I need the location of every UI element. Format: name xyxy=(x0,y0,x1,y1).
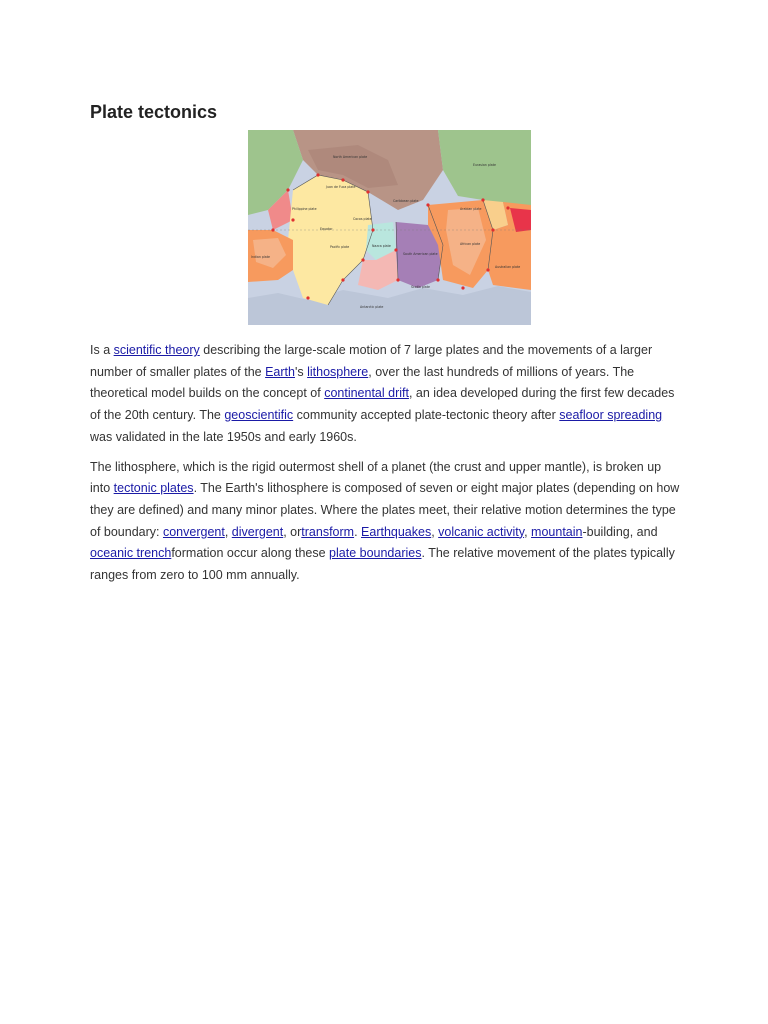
text-span: formation occur along these xyxy=(171,546,330,561)
map-label: Eurasian plate xyxy=(473,163,496,167)
text-span: . The relative movement of the plates typically ranges from zero to 100 mm annually. xyxy=(90,546,675,583)
text-span: , xyxy=(224,524,232,539)
link-earth[interactable]: Earth xyxy=(265,364,295,379)
map-label: South American plate xyxy=(403,252,438,256)
paragraph-2 xyxy=(90,457,680,587)
map-label: Caribbean plate xyxy=(393,199,419,203)
map-label: Philippine plate xyxy=(292,207,317,211)
text-span: -building, and xyxy=(582,524,658,539)
map-label: Scotia plate xyxy=(411,285,430,289)
link-oceanic-trench[interactable]: oceanic trench xyxy=(90,546,172,561)
map-label: African plate xyxy=(460,242,481,246)
map-label: Cocos plate xyxy=(353,217,372,221)
text-span: describing the large-scale motion of 7 large plates and the movements of a larger number of smaller plates of the xyxy=(90,343,653,379)
map-label: Pacific plate xyxy=(330,245,350,249)
page-title: Plate tectonics xyxy=(90,102,218,122)
map-label: North American plate xyxy=(333,155,368,159)
map-label: Antarctic plate xyxy=(360,305,384,309)
link-plate-boundaries[interactable]: plate boundaries xyxy=(329,546,422,561)
map-label: Juan de Fuca plate xyxy=(326,185,356,189)
link-tectonic-plates[interactable]: tectonic plates xyxy=(113,481,194,496)
plate-map-image xyxy=(248,130,531,325)
map-label: Equator xyxy=(320,227,333,231)
plate-map-figure xyxy=(248,130,531,325)
text-span: 's xyxy=(294,364,308,379)
link-convergent[interactable]: convergent xyxy=(162,524,225,539)
text-span: community accepted plate-tectonic theory after xyxy=(293,408,560,423)
text-span: . xyxy=(354,524,362,539)
text-span: Is a xyxy=(90,343,114,357)
link-scientific-theory[interactable]: scientific theory xyxy=(113,343,200,357)
text-span: , xyxy=(431,524,439,539)
paragraph-1 xyxy=(90,340,680,449)
map-label: Indian plate xyxy=(251,255,270,259)
link-lithosphere[interactable]: lithosphere xyxy=(307,364,369,379)
text-span: was validated in the late 1950s and early 1960s. xyxy=(90,429,357,444)
article xyxy=(90,100,680,587)
text-span: , or xyxy=(283,524,302,539)
map-label: Australian plate xyxy=(495,265,521,269)
link-mountain[interactable]: mountain xyxy=(531,524,583,539)
link-geoscientific[interactable]: geoscientific xyxy=(224,408,294,423)
link-continental-drift[interactable]: continental drift xyxy=(324,386,409,401)
link-seafloor-spreading[interactable]: seafloor spreading xyxy=(559,408,663,423)
link-divergent[interactable]: divergent xyxy=(231,524,284,539)
text-span: . The Earth's lithosphere is composed of seven or eight major plates (depending on how they are defined) and many minor plates. Where the plates meet, their relative motion determines the type of boundary: xyxy=(90,481,680,539)
text-span: , an idea developed during the first few decades of the 20th century. The xyxy=(90,386,675,423)
text-span: , over the last hundreds of millions of years. The theoretical model builds on the concept of xyxy=(90,364,635,401)
link-volcanic-activity[interactable]: volcanic activity xyxy=(438,524,525,539)
text-span: , xyxy=(524,524,532,539)
link-earthquakes[interactable]: Earthquakes xyxy=(361,524,432,539)
text-span: The lithosphere, which is the rigid outermost shell of a planet (the crust and upper mantle), is broken up into xyxy=(90,459,662,496)
map-label: Arabian plate xyxy=(460,207,482,211)
map-label: Nazca plate xyxy=(372,244,391,248)
link-transform[interactable]: transform xyxy=(301,524,355,539)
